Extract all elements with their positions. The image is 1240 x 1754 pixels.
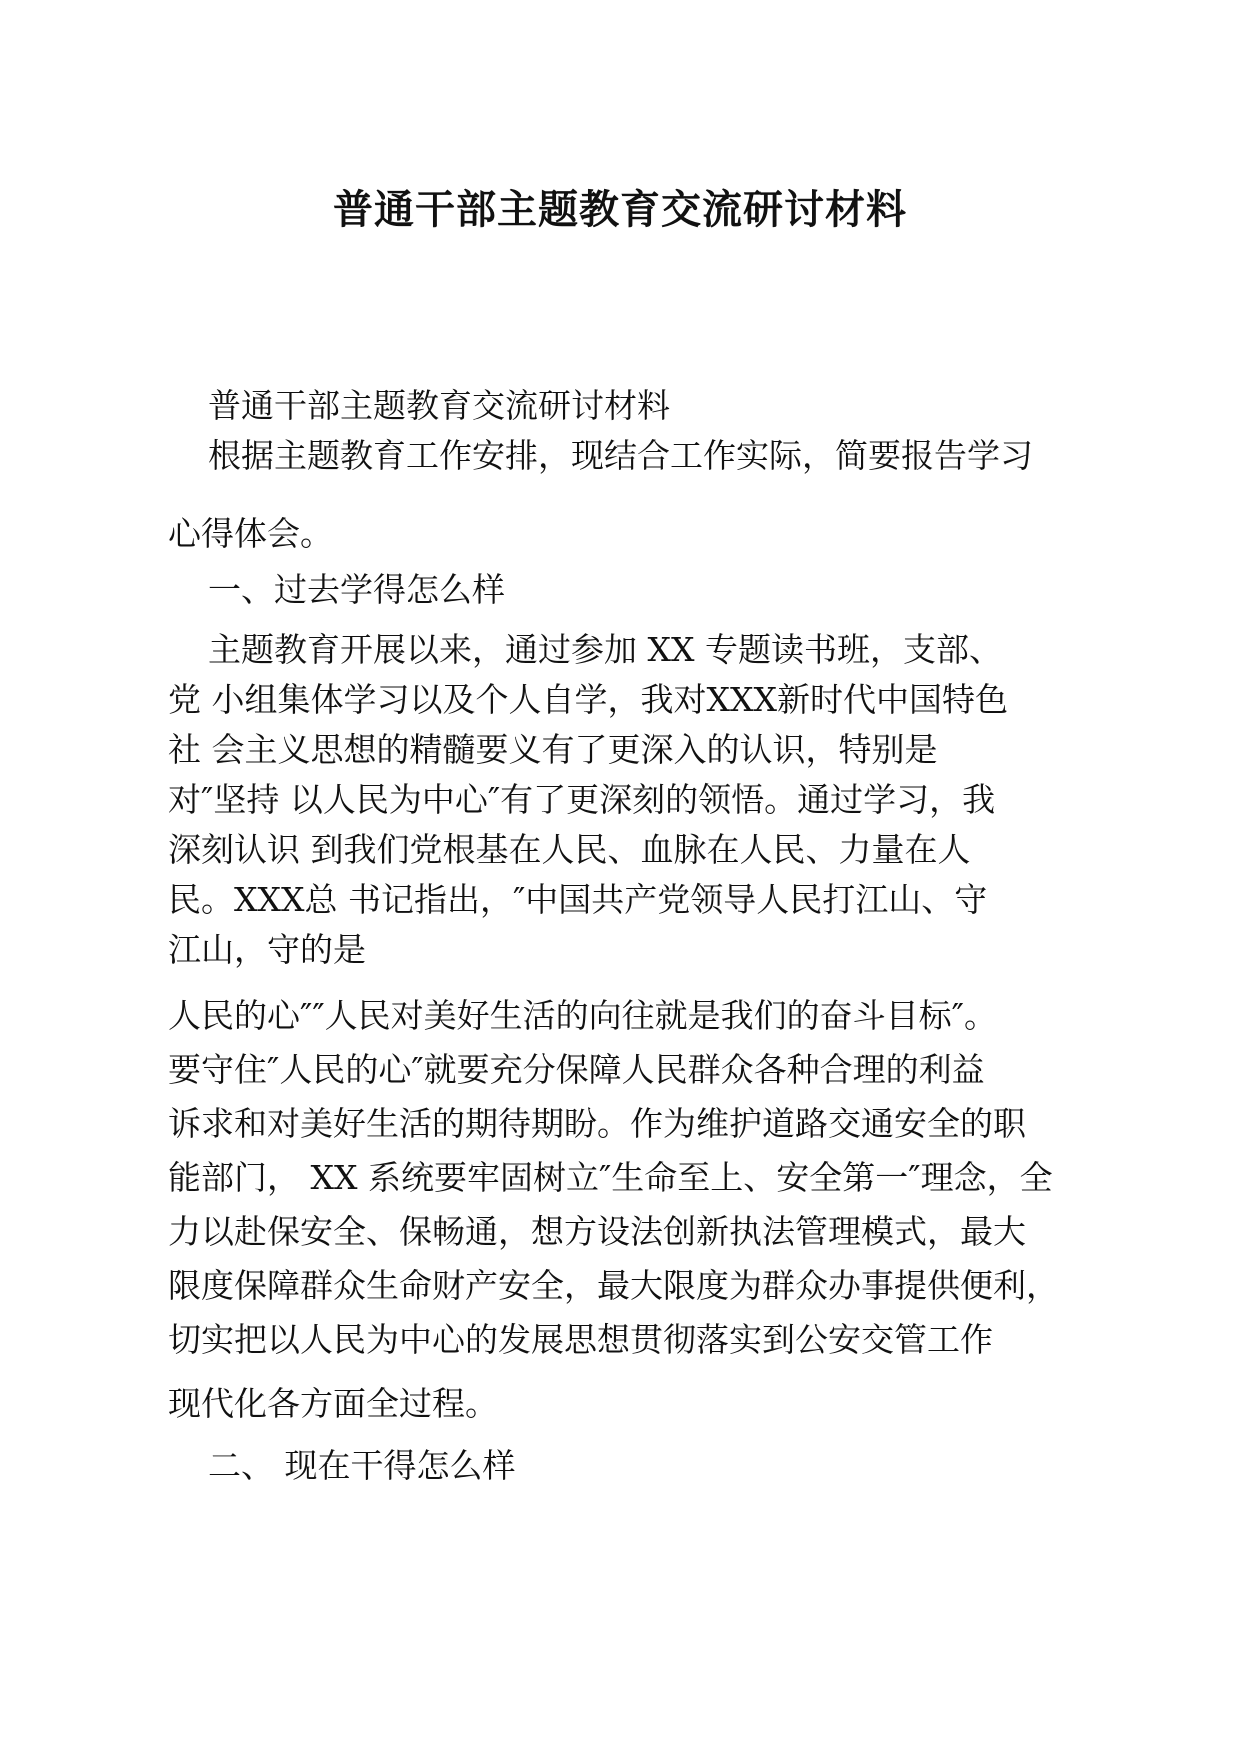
paragraph-line: 力以赴保安全、保畅通，想方设法创新执法管理模式，最大 bbox=[168, 1212, 1026, 1251]
paragraph-line: 党 小组集体学习以及个人自学，我对XXX新时代中国特色 bbox=[168, 680, 1008, 719]
paragraph-line: 限度保障群众生命财产安全，最大限度为群众办事提供便利， bbox=[168, 1266, 1059, 1305]
paragraph-line: 诉求和对美好生活的期待期盼。作为维护道路交通安全的职 bbox=[168, 1104, 1026, 1143]
paragraph-line: 人民的心″″人民对美好生活的向往就是我们的奋斗目标″。 bbox=[168, 996, 997, 1035]
paragraph-line: 现代化各方面全过程。 bbox=[168, 1384, 498, 1423]
paragraph-line: 要守住″人民的心″就要充分保障人民群众各种合理的利益 bbox=[168, 1050, 985, 1089]
paragraph-line: 主题教育开展以来，通过参加 XX 专题读书班，支部、 bbox=[208, 630, 1002, 669]
section-heading-2: 二、 现在干得怎么样 bbox=[208, 1446, 516, 1485]
paragraph-line: 社 会主义思想的精髓要义有了更深入的认识，特别是 bbox=[168, 730, 938, 769]
paragraph-line: 民。XXX总 书记指出，″中国共产党领导人民打江山、守 bbox=[168, 880, 988, 919]
section-heading-1: 一、过去学得怎么样 bbox=[208, 570, 505, 609]
paragraph-line: 对″坚持 以人民为中心″有了更深刻的领悟。通过学习，我 bbox=[168, 780, 996, 819]
paragraph-line: 深刻认识 到我们党根基在人民、血脉在人民、力量在人 bbox=[168, 830, 971, 869]
paragraph-line: 能部门， XX 系统要牢固树立″生命至上、安全第一″理念，全 bbox=[168, 1158, 1053, 1197]
document-subtitle: 普通干部主题教育交流研讨材料 bbox=[208, 386, 670, 425]
paragraph-line: 切实把以人民为中心的发展思想贯彻落实到公安交管工作 bbox=[168, 1320, 993, 1359]
paragraph-line: 江山，守的是 bbox=[168, 930, 366, 969]
document-title: 普通干部主题教育交流研讨材料 bbox=[333, 186, 907, 233]
intro-line: 心得体会。 bbox=[168, 514, 333, 553]
intro-line: 根据主题教育工作安排，现结合工作实际，简要报告学习 bbox=[208, 436, 1033, 475]
